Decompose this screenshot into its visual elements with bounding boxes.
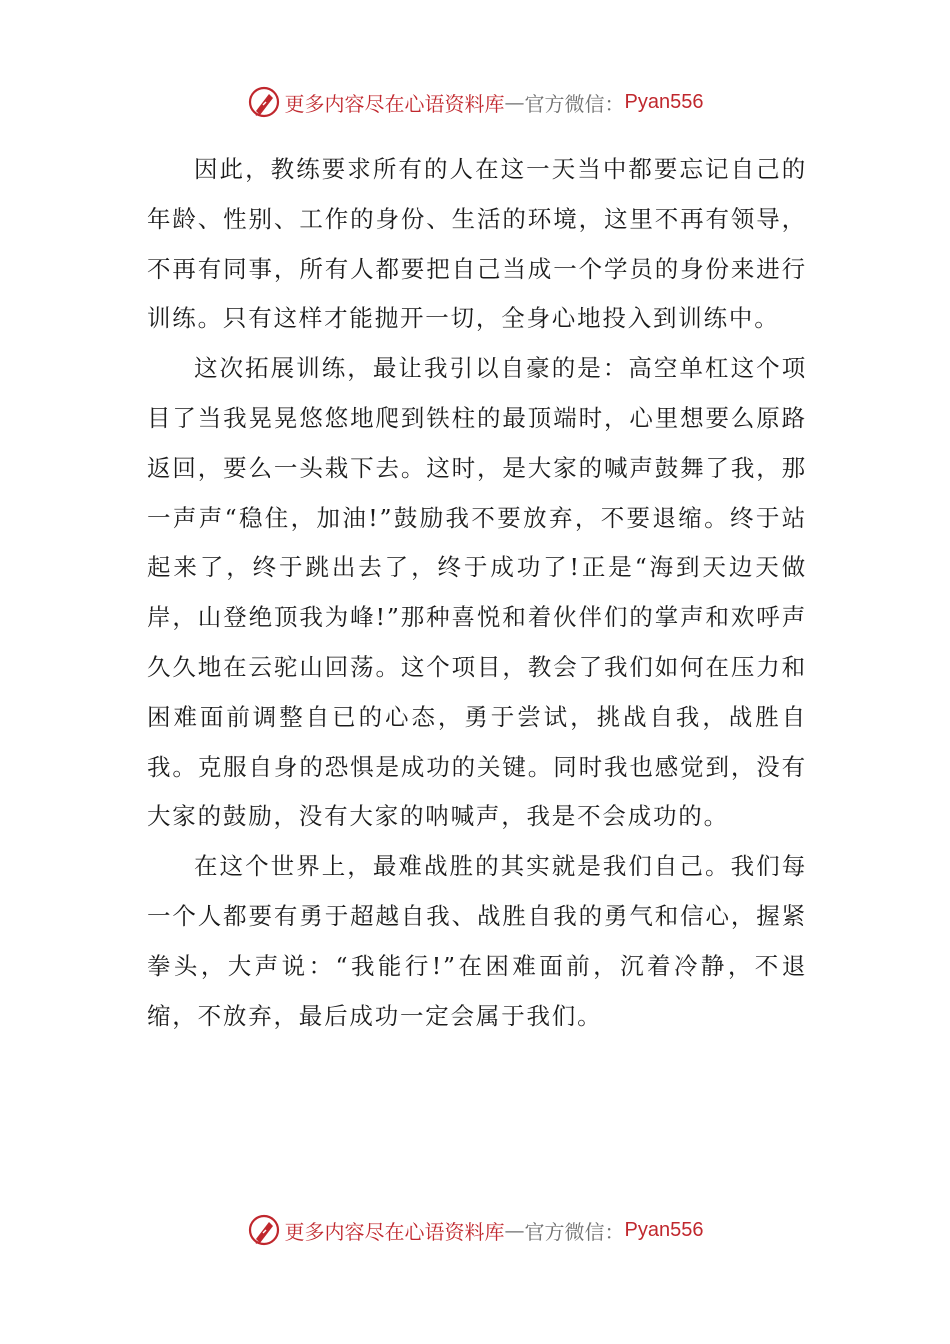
header-banner [0, 82, 950, 122]
header-wechat-id: Pyan556 [624, 90, 704, 113]
footer-site-name: 更多内容尽在心语资料库 [284, 1219, 505, 1244]
footer-dash: — [504, 1218, 525, 1242]
paragraph-3: 在这个世界上，最难战胜的其实就是我们自己。我们每一个人都要有勇于超越自我、战胜自我的勇气和信心，握紧拳头，大声说：“我能行!”在困难面前，沉着冷静，不退缩，不放弃，最后成功一定会属于我们。 [147, 852, 807, 1030]
document-body [147, 145, 807, 1041]
footer-banner [0, 1210, 950, 1250]
paragraph-1: 因此，教练要求所有的人在这一天当中都要忘记自己的年龄、性别、工作的身份、生活的环境，这里不再有领导，不再有同事，所有人都要把自己当成一个学员的身份来进行训练。只有这样才能抛开一切，全身心地投入到训练中。 [147, 155, 807, 333]
footer-wechat-label: 官方微信： [524, 1219, 625, 1244]
header-wechat-label: 官方微信： [524, 91, 625, 116]
footer-wechat-id: Pyan556 [624, 1218, 704, 1241]
header-dash: — [504, 90, 525, 114]
header-site-name: 更多内容尽在心语资料库 [284, 91, 505, 116]
pen-nib-logo-icon [247, 1213, 281, 1247]
pen-nib-logo-icon [247, 85, 281, 119]
paragraph-2: 这次拓展训练，最让我引以自豪的是：高空单杠这个项目了当我晃晃悠悠地爬到铁柱的最顶端时，心里想要么原路返回，要么一头栽下去。这时，是大家的喊声鼓舞了我，那一声声“稳住，加油!”鼓励我不要放弃，不要退缩。终于站起来了，终于跳出去了，终于成功了!正是“海到天边天做岸，山登绝顶我为峰!”那种喜悦和着伙伴们的掌声和欢呼声久久地在云驼山回荡。这个项目，教会了我们如何在压力和困难面前调整自已的心态，勇于尝试，挑战自我，战胜自我。克服自身的恐惧是成功的关键。同时我也感觉到，没有大家的鼓励，没有大家的呐喊声，我是不会成功的。 [147, 354, 807, 831]
